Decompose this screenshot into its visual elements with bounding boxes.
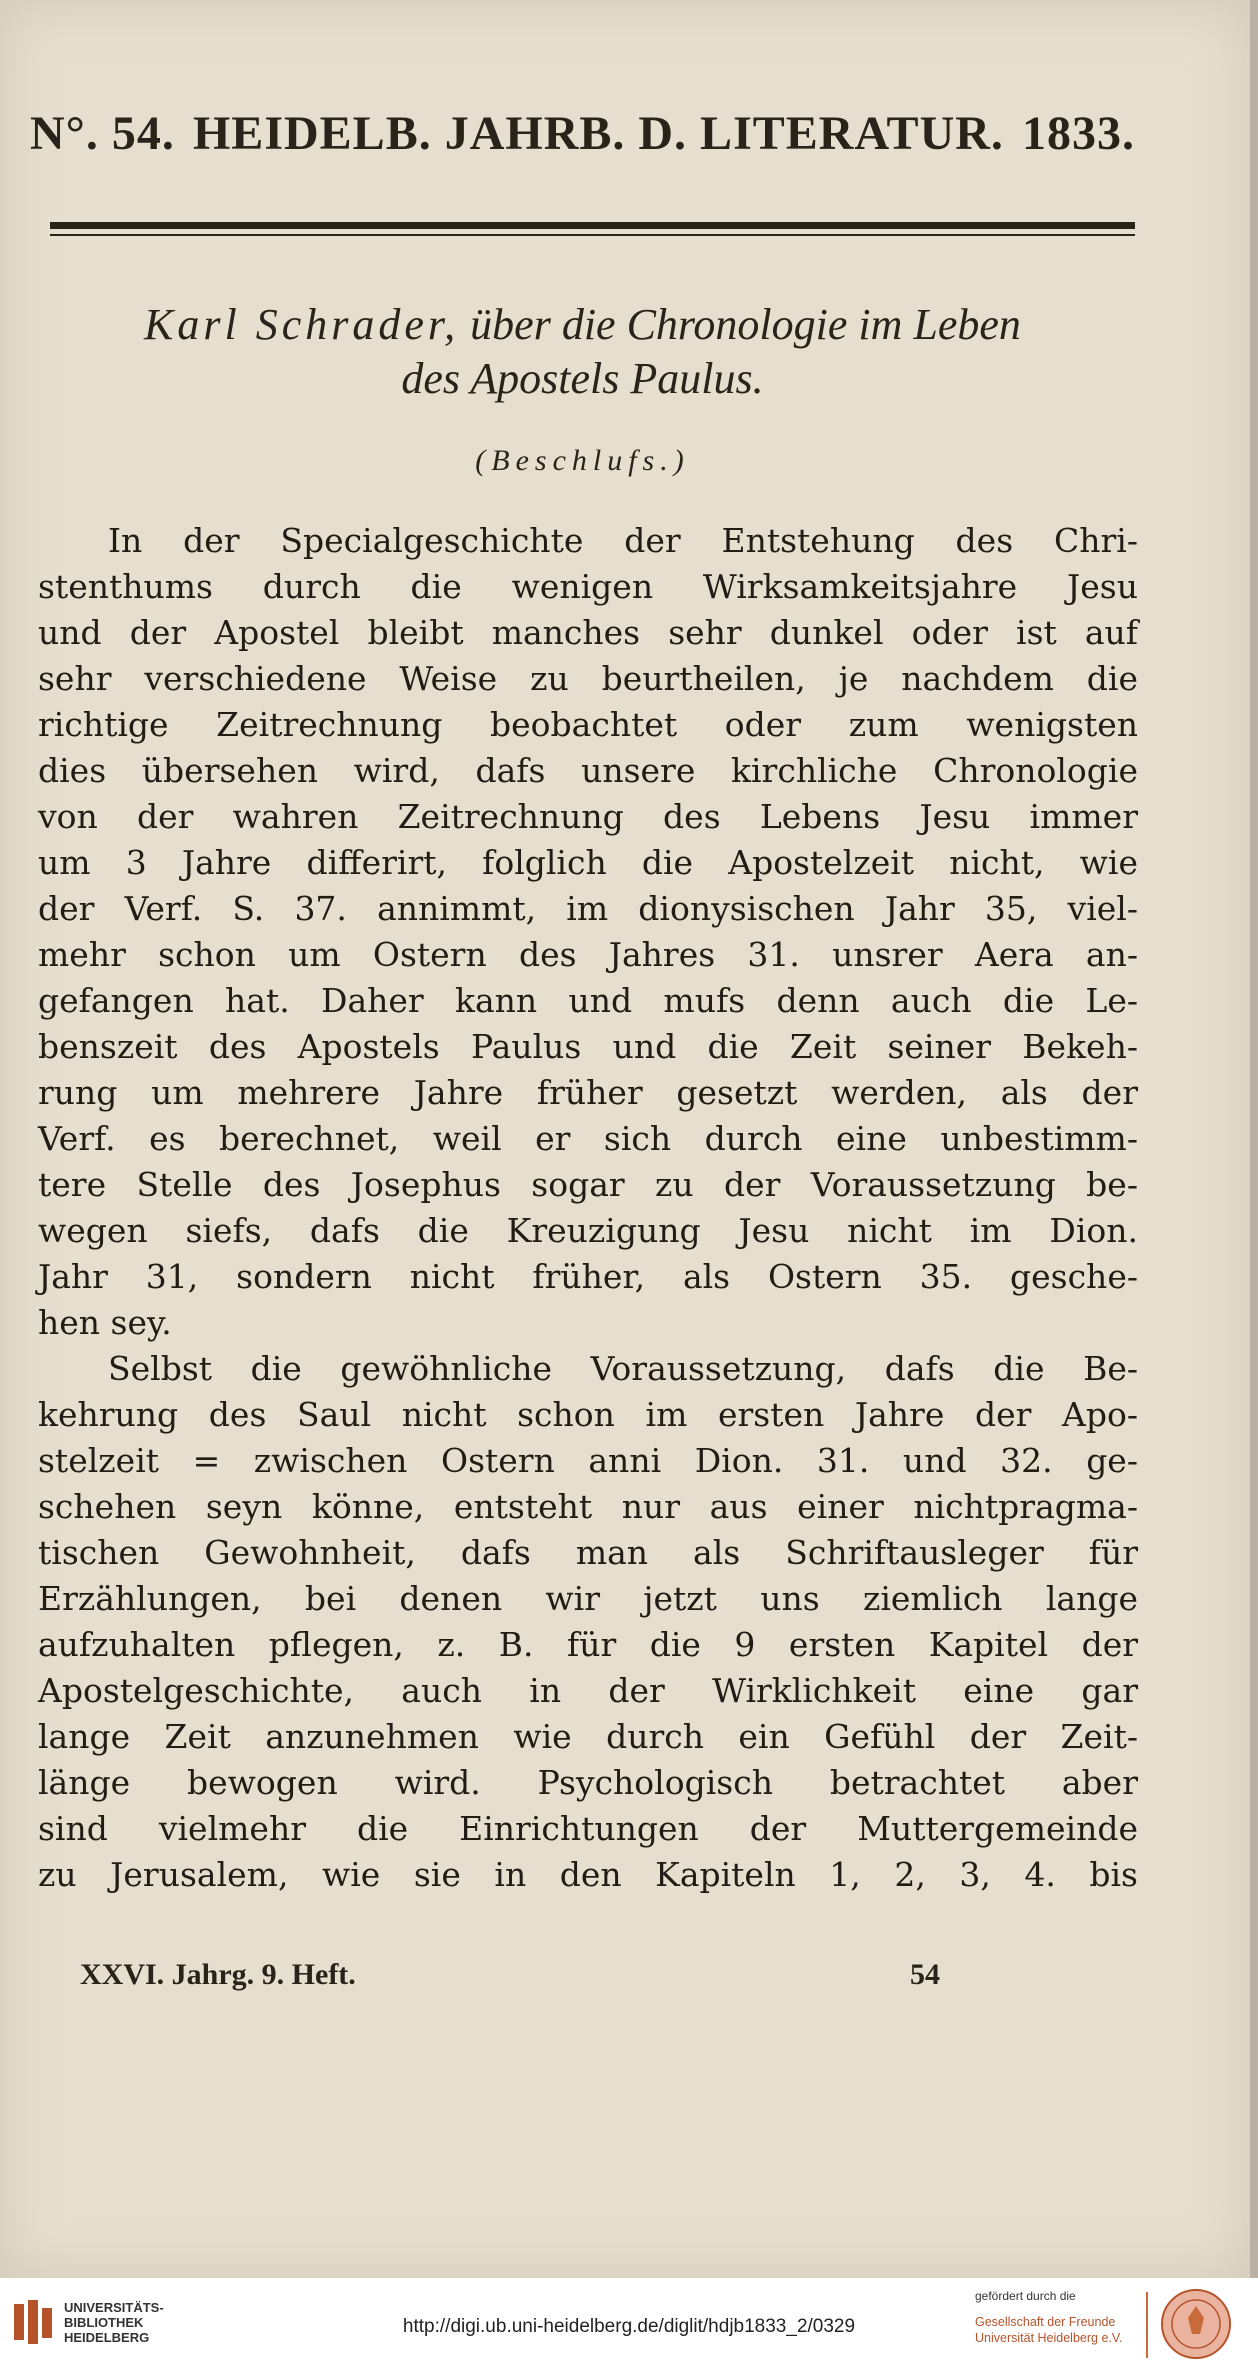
text-line: der Verf. S. 37. annimmt, im dionysischen Jahr 35, viel- [38, 889, 1138, 928]
volume-info: XXVI. Jahrg. 9. Heft. [80, 1958, 356, 1991]
sponsor-info [975, 2288, 1145, 2346]
text-line: Verf. es berechnet, weil er sich durch eine unbestimm- [38, 1119, 1138, 1158]
text-line: um 3 Jahre differirt, folglich die Apostelzeit nicht, wie [38, 843, 1138, 882]
text-line: dies übersehen wird, dafs unsere kirchliche Chronologie [38, 751, 1138, 790]
text-line: zu Jerusalem, wie sie in den Kapiteln 1, 2, 3, 4. bis [38, 1855, 1138, 1894]
funded-by-label: gefördert durch die [975, 2289, 1076, 2303]
text-line: lange Zeit anzunehmen wie durch ein Gefühl der Zeit- [38, 1717, 1138, 1756]
issue-number: N°. 54. [30, 107, 175, 160]
paragraph-2 [38, 1346, 1138, 1898]
text-line: sehr verschiedene Weise zu beurtheilen, je nachdem die [38, 659, 1138, 698]
paragraph-1 [38, 518, 1138, 1346]
text-line: hen sey. [38, 1303, 172, 1342]
text-line: Jahr 31, sondern nicht früher, als Ostern 35. gesche- [38, 1257, 1138, 1296]
university-seal[interactable] [1160, 2288, 1232, 2365]
title-line-1 [30, 298, 1135, 352]
header-rule-thick [50, 222, 1135, 229]
text-line: schehen seyn könne, entsteht nur aus einer nichtpragma- [38, 1487, 1138, 1526]
text-line: benszeit des Apostels Paulus und die Zeit seiner Bekeh- [38, 1027, 1138, 1066]
title-text: über die Chronologie im Leben [459, 300, 1021, 349]
text-line: wegen siefs, dafs die Kreuzigung Jesu nicht im Dion. [38, 1211, 1138, 1250]
text-line: tischen Gewohnheit, dafs man als Schriftausleger für [38, 1533, 1138, 1572]
body-text [38, 518, 1138, 1898]
library-name: UNIVERSITÄTS- BIBLIOTHEK HEIDELBERG [64, 2299, 164, 2345]
header-rule-thin [50, 234, 1135, 236]
text-line: Selbst die gewöhnliche Voraussetzung, dafs die Be- [108, 1349, 1138, 1388]
text-line: In der Specialgeschichte der Entstehung des Chri- [108, 521, 1138, 560]
library-bar [0, 2278, 1258, 2369]
university-seal-icon [1160, 2288, 1232, 2360]
title-line-2: des Apostels Paulus. [401, 354, 764, 403]
text-line: länge bewogen wird. Psychologisch betrachtet aber [38, 1763, 1138, 1802]
text-line: Erzählungen, bei denen wir jetzt uns ziemlich lange [38, 1579, 1138, 1618]
permalink-url[interactable]: http://digi.ub.uni-heidelberg.de/diglit/hdjb1833_2/0329 [402, 2316, 856, 2337]
text-line: gefangen hat. Daher kann und mufs denn auch die Le- [38, 981, 1138, 1020]
text-line: stelzeit = zwischen Ostern anni Dion. 31. und 32. ge- [38, 1441, 1138, 1480]
text-line: und der Apostel bleibt manches sehr dunkel oder ist auf [38, 613, 1138, 652]
sponsor-name-line-1: Gesellschaft der Freunde [975, 2315, 1116, 2329]
article-subtitle: (Beschlufs.) [475, 444, 690, 477]
text-line: mehr schon um Ostern des Jahres 31. unsrer Aera an- [38, 935, 1138, 974]
journal-year: 1833. [1022, 107, 1135, 160]
running-header [30, 106, 1135, 161]
page-footer [80, 1958, 940, 1992]
text-line: aufzuhalten pflegen, z. B. für die 9 ersten Kapitel der [38, 1625, 1138, 1664]
sponsor-name-line-2: Universität Heidelberg e.V. [975, 2331, 1123, 2345]
text-line: von der wahren Zeitrechnung des Lebens Jesu immer [38, 797, 1138, 836]
journal-title: HEIDELB. JAHRB. D. LITERATUR. [192, 107, 1004, 160]
text-line: richtige Zeitrechnung beobachtet oder zum wenigsten [38, 705, 1138, 744]
sponsor-divider [1146, 2292, 1148, 2358]
text-line: kehrung des Saul nicht schon im ersten Jahre der Apo- [38, 1395, 1138, 1434]
text-line: Apostelgeschichte, auch in der Wirklichkeit eine gar [38, 1671, 1138, 1710]
text-line: rung um mehrere Jahre früher gesetzt werden, als der [38, 1073, 1138, 1112]
article-title [30, 298, 1135, 406]
text-line: tere Stelle des Josephus sogar zu der Voraussetzung be- [38, 1165, 1138, 1204]
text-line: stenthums durch die wenigen Wirksamkeitsjahre Jesu [38, 567, 1138, 606]
sheet-signature: 54 [910, 1958, 940, 1991]
author-name: Karl Schrader, [144, 300, 460, 349]
text-line: sind vielmehr die Einrichtungen der Muttergemeinde [38, 1809, 1138, 1848]
